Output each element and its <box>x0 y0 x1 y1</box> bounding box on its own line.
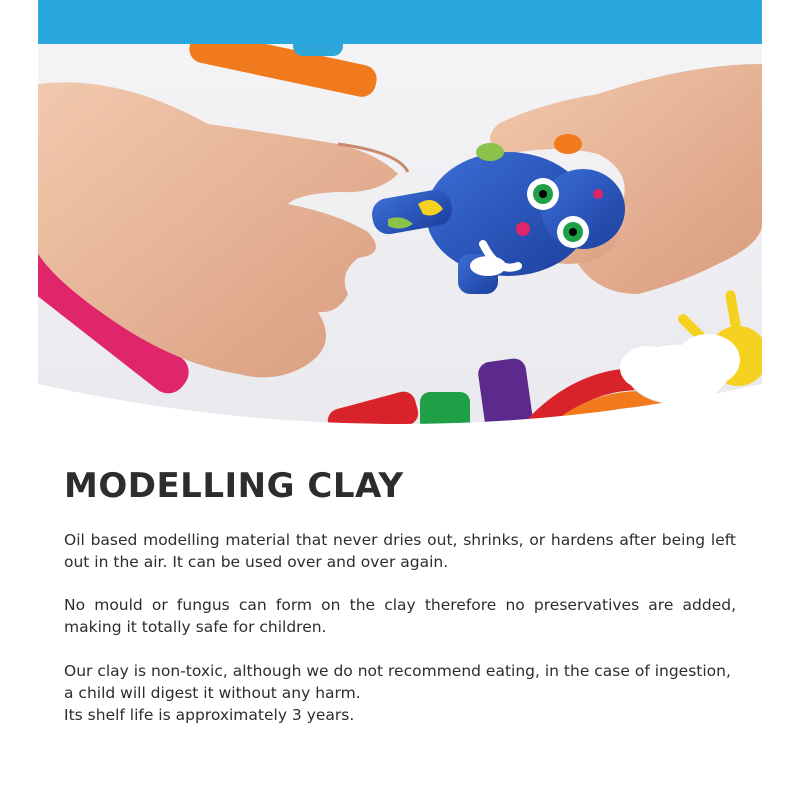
description-paragraph-2: No mould or fungus can form on the clay therefore no preservatives are added, making it totally safe for children. <box>64 596 736 636</box>
description-paragraph-3 <box>64 660 736 726</box>
clay-stick-cyan-icon <box>293 44 343 56</box>
page-title: MODELLING CLAY <box>64 466 404 506</box>
top-color-bar <box>38 0 762 44</box>
description-paragraph-3-line-1: Our clay is non-toxic, although we do not recommend eating, in the case of ingestion, a child will digest it without any harm. <box>64 662 731 702</box>
description-paragraph-1: Oil based modelling material that never dries out, shrinks, or hardens after being left out in the air. It can be used over and over again. <box>64 531 736 571</box>
description-paragraph-3-line-2: Its shelf life is approximately 3 years. <box>64 706 355 724</box>
product-card <box>38 0 762 800</box>
product-photo <box>38 44 762 444</box>
